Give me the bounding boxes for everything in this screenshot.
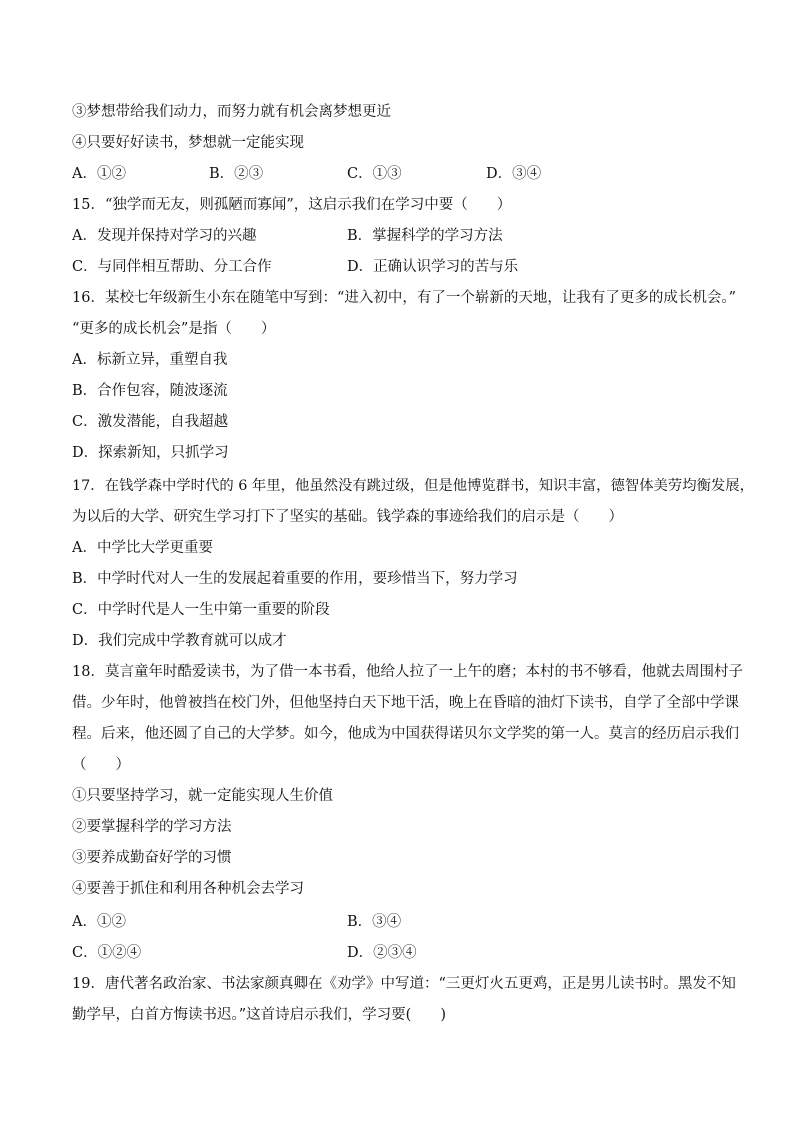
q17-stem-line-1: 17．在钱学森中学时代的 6 年里，他虽然没有跳过级，但是他博览群书，知识丰富，德智体美劳均衡发展， xyxy=(72,478,754,494)
q15-stem: 15．“独学而无友，则孤陋而寡闻”，这启示我们在学习中要（ ） xyxy=(72,197,512,213)
q18-option-a: A．①② xyxy=(72,914,126,930)
q18-statement-4: ④要善于抓住和利用各种机会去学习 xyxy=(72,881,304,897)
q14-option-c: C．①③ xyxy=(347,166,402,182)
q15-option-b: B．掌握科学的学习方法 xyxy=(347,228,503,244)
q14-statement-3: ③梦想带给我们动力，而努力就有机会离梦想更近 xyxy=(72,104,391,120)
q16-stem-line-1: 16．某校七年级新生小东在随笔中写到：“进入初中，有了一个崭新的天地，让我有了更多的成长机会。” xyxy=(72,290,737,306)
q18-statement-3: ③要养成勤奋好学的习惯 xyxy=(72,850,232,866)
q17-stem-line-2: 为以后的大学、研究生学习打下了坚实的基础。钱学森的事迹给我们的启示是（ ） xyxy=(72,509,623,525)
q18-stem-line-3: 程。后来，他还圆了自己的大学梦。如今，他成为中国获得诺贝尔文学奖的第一人。莫言的经历启示我们 xyxy=(72,726,739,742)
q16-option-d: D．探索新知，只抓学习 xyxy=(72,445,229,461)
q16-option-c: C．激发潜能，自我超越 xyxy=(72,414,229,430)
q17-option-b: B．中学时代对人一生的发展起着重要的作用，要珍惜当下，努力学习 xyxy=(72,571,518,587)
q14-option-b: B．②③ xyxy=(209,166,264,182)
q18-stem-line-4: （ ） xyxy=(72,757,130,773)
q14-option-a: A．①② xyxy=(72,166,126,182)
q19-stem-line-2: 勤学早，白首方悔读书迟。”这首诗启示我们，学习要( ) xyxy=(72,1007,446,1023)
q17-option-c: C．中学时代是人一生中第一重要的阶段 xyxy=(72,602,330,618)
q17-option-d: D．我们完成中学教育就可以成才 xyxy=(72,633,287,649)
q18-option-c: C．①②④ xyxy=(72,945,142,961)
q17-option-a: A．中学比大学更重要 xyxy=(72,540,213,556)
q18-stem-line-2: 借。少年时，他曾被挡在校门外，但他坚持白天下地干活，晚上在昏暗的油灯下读书，自学了全部中学课 xyxy=(72,695,739,711)
q15-option-c: C．与同伴相互帮助、分工合作 xyxy=(72,259,272,275)
q18-option-d: D．②③④ xyxy=(347,945,417,961)
q18-option-b: B．③④ xyxy=(347,914,402,930)
q16-option-b: B．合作包容，随波逐流 xyxy=(72,383,228,399)
q15-option-a: A．发现并保持对学习的兴趣 xyxy=(72,228,257,244)
q16-stem-line-2: “更多的成长机会”是指（ ） xyxy=(72,321,276,337)
q16-option-a: A．标新立异，重塑自我 xyxy=(72,352,228,368)
q18-stem-line-1: 18．莫言童年时酷爱读书，为了借一本书看，他给人拉了一上午的磨；本村的书不够看，他就去周围村子 xyxy=(72,664,743,680)
q15-option-d: D．正确认识学习的苦与乐 xyxy=(347,259,519,275)
q14-statement-4: ④只要好好读书，梦想就一定能实现 xyxy=(72,135,304,151)
q18-statement-1: ①只要坚持学习，就一定能实现人生价值 xyxy=(72,788,333,804)
q18-statement-2: ②要掌握科学的学习方法 xyxy=(72,819,232,835)
q14-option-d: D．③④ xyxy=(486,166,542,182)
q19-stem-line-1: 19．唐代著名政治家、书法家颜真卿在《劝学》中写道：“三更灯火五更鸡，正是男儿读书时。黑发不知 xyxy=(72,976,736,992)
